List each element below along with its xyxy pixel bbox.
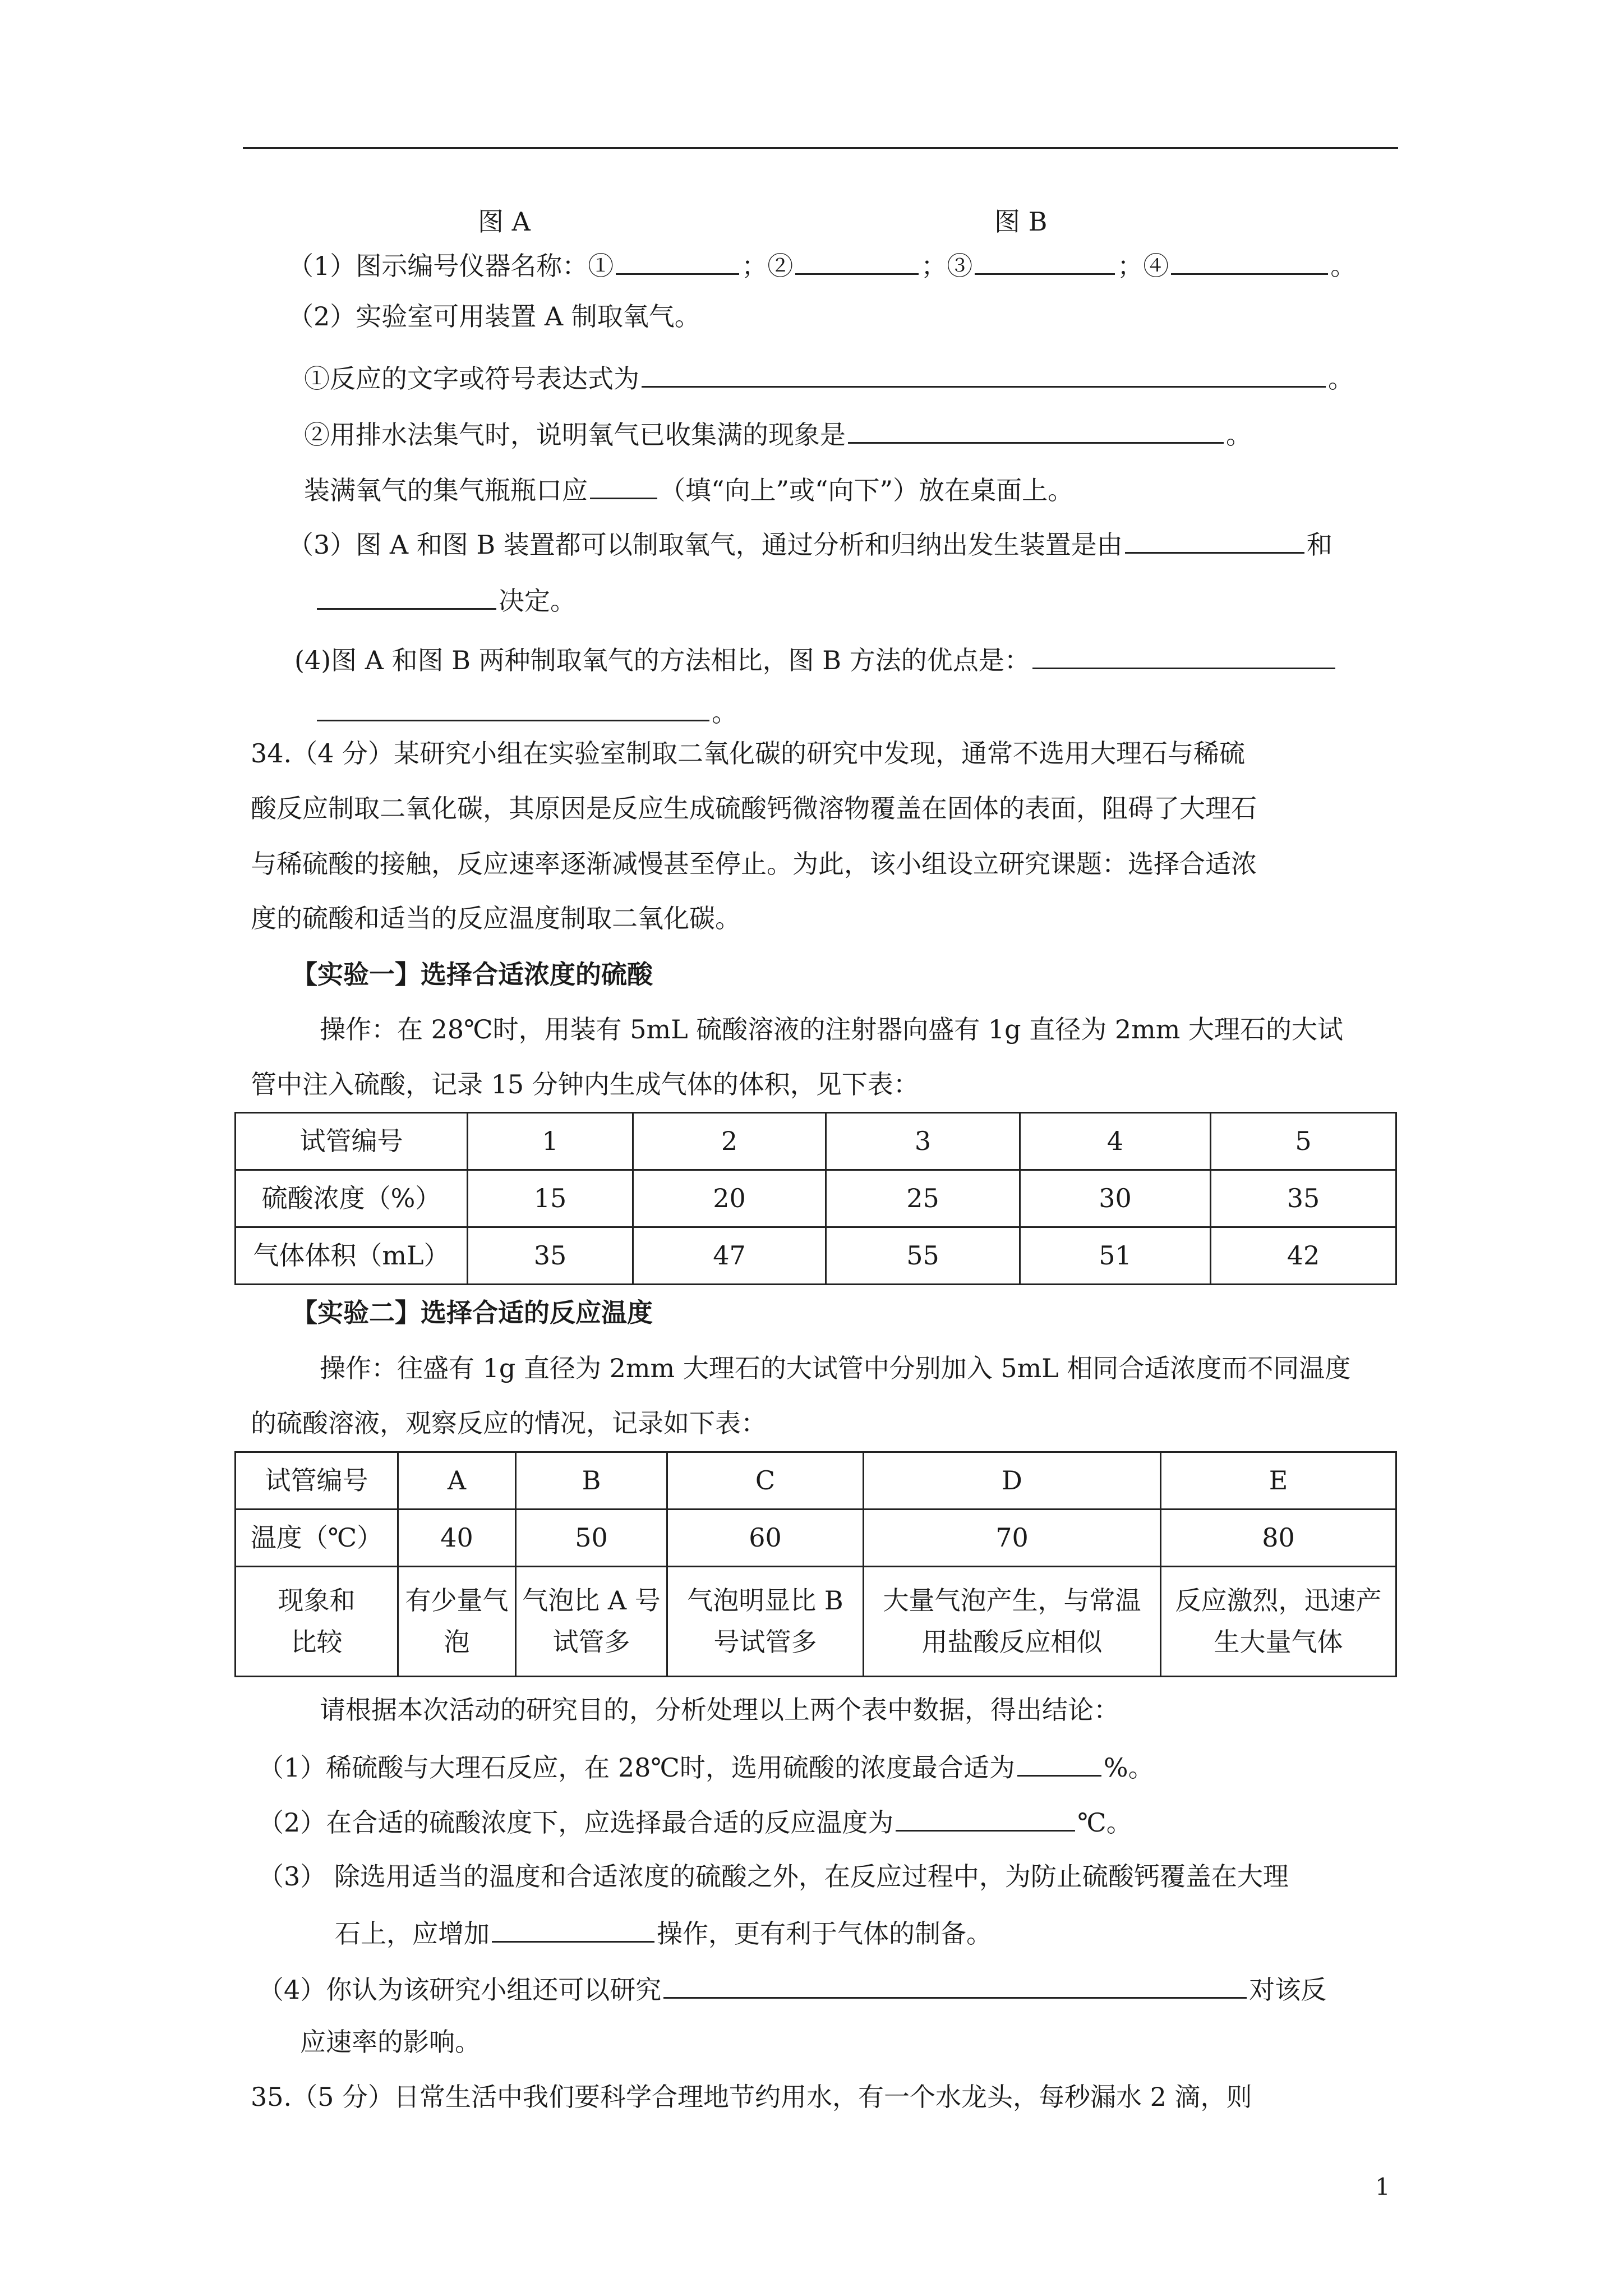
q33-part2-1: ①反应的文字或符号表达式为 。 — [304, 364, 1354, 394]
q33-part1-prefix: （1）图示编号仪器名称：① — [288, 251, 614, 281]
answer-blank-temperature[interactable] — [896, 1807, 1075, 1832]
answer-blank-advantage-2[interactable] — [317, 697, 709, 721]
table-cell: 80 — [1161, 1510, 1396, 1567]
experiment-1-op-line-1: 操作：在 28℃时，用装有 5mL 硫酸溶液的注射器向盛有 1g 直径为 2mm 大理石的大试 — [320, 1014, 1343, 1045]
table-cell: B — [516, 1452, 667, 1510]
table-cell: 35 — [468, 1227, 633, 1285]
q33-part3: （3）图 A 和图 B 装置都可以制取氧气，通过分析和归纳出发生装置是由 和 — [288, 530, 1332, 560]
table-cell: A — [398, 1452, 516, 1510]
table-cell: C — [667, 1452, 864, 1510]
table-cell: 15 — [468, 1170, 633, 1227]
table-cell: 温度（℃） — [236, 1510, 398, 1567]
q34-intro-line-3: 与稀硫酸的接触，反应速率逐渐减慢甚至停止。为此，该小组设立研究课题：选择合适浓 — [251, 849, 1257, 879]
q34-intro-line-4: 度的硫酸和适当的反应温度制取二氧化碳。 — [251, 903, 741, 933]
table-cell: 47 — [633, 1227, 826, 1285]
answer-blank-operation[interactable] — [492, 1918, 654, 1943]
table-row — [236, 1510, 1396, 1567]
q33-part4: (4)图 A 和图 B 两种制取氧气的方法相比，图 B 方法的优点是： — [294, 645, 1338, 673]
conclusion-4: （4）你认为该研究小组还可以研究 对该反 — [258, 1975, 1327, 2005]
table-cell: 1 — [468, 1113, 633, 1170]
table-row — [236, 1113, 1396, 1170]
table-cell: 硫酸浓度（%） — [236, 1170, 468, 1227]
answer-blank-concentration[interactable] — [1017, 1752, 1101, 1777]
experiment-2-title: 【实验二】选择合适的反应温度 — [292, 1297, 653, 1328]
conclusion-4-line-2: 应速率的影响。 — [300, 2027, 481, 2057]
table-cell: 25 — [826, 1170, 1020, 1227]
table-cell: 35 — [1211, 1170, 1396, 1227]
answer-blank-3[interactable] — [975, 251, 1115, 275]
table-cell: 4 — [1020, 1113, 1211, 1170]
answer-blank-equation[interactable] — [642, 364, 1326, 388]
temperature-table — [234, 1451, 1397, 1677]
page-number: 1 — [1375, 2173, 1390, 2201]
table-row — [236, 1170, 1396, 1227]
table-row — [236, 1227, 1396, 1285]
table-cell: D — [864, 1452, 1161, 1510]
table-cell: 试管编号 — [236, 1452, 398, 1510]
concentration-table — [234, 1112, 1397, 1285]
table-cell: 气泡比 A 号 试管多 — [516, 1567, 667, 1677]
table-cell: 20 — [633, 1170, 826, 1227]
q35-line-1: 35.（5 分）日常生活中我们要科学合理地节约用水，有一个水龙头，每秒漏水 2 滴，则 — [251, 2082, 1252, 2112]
q33-part1: （1）图示编号仪器名称：① ；② ；③ ；④ 。 — [288, 251, 1357, 281]
answer-blank-phenomenon[interactable] — [848, 420, 1224, 444]
table-cell: 30 — [1020, 1170, 1211, 1227]
q33-part3-line2: 决定。 — [317, 586, 576, 614]
conclusion-2: （2）在合适的硫酸浓度下，应选择最合适的反应温度为 ℃。 — [258, 1807, 1132, 1838]
q34-intro-line-1: 34.（4 分）某研究小组在实验室制取二氧化碳的研究中发现，通常不选用大理石与稀硫 — [251, 738, 1246, 769]
q33-part4-line2: 。 — [317, 697, 737, 725]
experiment-2-op-line-1: 操作：往盛有 1g 直径为 2mm 大理石的大试管中分别加入 5mL 相同合适浓度而不同温度 — [320, 1353, 1351, 1383]
figure-b-label: 图 B — [994, 206, 1048, 237]
table-cell: 反应激烈，迅速产 生大量气体 — [1161, 1567, 1396, 1677]
table-cell: 试管编号 — [236, 1113, 468, 1170]
conclusion-3-line-2: 石上，应增加 操作，更有利于气体的制备。 — [335, 1918, 992, 1949]
q33-part2-3: 装满氧气的集气瓶瓶口应 （填“向上”或“向下”）放在桌面上。 — [304, 475, 1074, 505]
experiment-1-op-line-2: 管中注入硫酸，记录 15 分钟内生成气体的体积，见下表： — [251, 1069, 919, 1099]
answer-blank-2[interactable] — [795, 251, 919, 275]
answer-blank-4[interactable] — [1171, 251, 1328, 275]
answer-blank-research[interactable] — [663, 1975, 1247, 1999]
figure-a-label: 图 A — [478, 206, 531, 237]
conclusion-intro: 请根据本次活动的研究目的，分析处理以上两个表中数据，得出结论： — [320, 1695, 1119, 1725]
experiment-2-op-line-2: 的硫酸溶液，观察反应的情况，记录如下表： — [251, 1408, 767, 1438]
table-cell: 大量气泡产生，与常温 用盐酸反应相似 — [864, 1567, 1161, 1677]
table-cell: 现象和 比较 — [236, 1567, 398, 1677]
answer-blank-1[interactable] — [616, 251, 739, 275]
table-cell: 51 — [1020, 1227, 1211, 1285]
q33-part2-2: ②用排水法集气时，说明氧气已收集满的现象是 。 — [304, 420, 1252, 450]
table-cell: 3 — [826, 1113, 1020, 1170]
table-cell: 40 — [398, 1510, 516, 1567]
answer-blank-advantage[interactable] — [1032, 645, 1335, 669]
table-cell: 2 — [633, 1113, 826, 1170]
answer-blank-direction[interactable] — [590, 475, 657, 499]
experiment-1-title: 【实验一】选择合适浓度的硫酸 — [292, 959, 653, 990]
conclusion-3-line-1: （3） 除选用适当的温度和合适浓度的硫酸之外，在反应过程中，为防止硫酸钙覆盖在大理 — [258, 1861, 1289, 1892]
table-row — [236, 1567, 1396, 1677]
table-cell: 55 — [826, 1227, 1020, 1285]
table-cell: 5 — [1211, 1113, 1396, 1170]
table-row — [236, 1452, 1396, 1510]
table-cell: 气体体积（mL） — [236, 1227, 468, 1285]
q33-part2: （2）实验室可用装置 A 制取氧气。 — [288, 301, 700, 332]
table-cell: E — [1161, 1452, 1396, 1510]
table-cell: 气泡明显比 B 号试管多 — [667, 1567, 864, 1677]
header-rule — [243, 147, 1398, 149]
conclusion-1: （1）稀硫酸与大理石反应，在 28℃时，选用硫酸的浓度最合适为 %。 — [258, 1752, 1154, 1783]
table-cell: 有少量气 泡 — [398, 1567, 516, 1677]
q34-intro-line-2: 酸反应制取二氧化碳，其原因是反应生成硫酸钙微溶物覆盖在固体的表面，阻碍了大理石 — [251, 793, 1257, 823]
answer-blank-factor-2[interactable] — [317, 586, 496, 610]
table-cell: 42 — [1211, 1227, 1396, 1285]
table-cell: 60 — [667, 1510, 864, 1567]
answer-blank-factor-1[interactable] — [1125, 530, 1304, 554]
table-cell: 50 — [516, 1510, 667, 1567]
table-cell: 70 — [864, 1510, 1161, 1567]
